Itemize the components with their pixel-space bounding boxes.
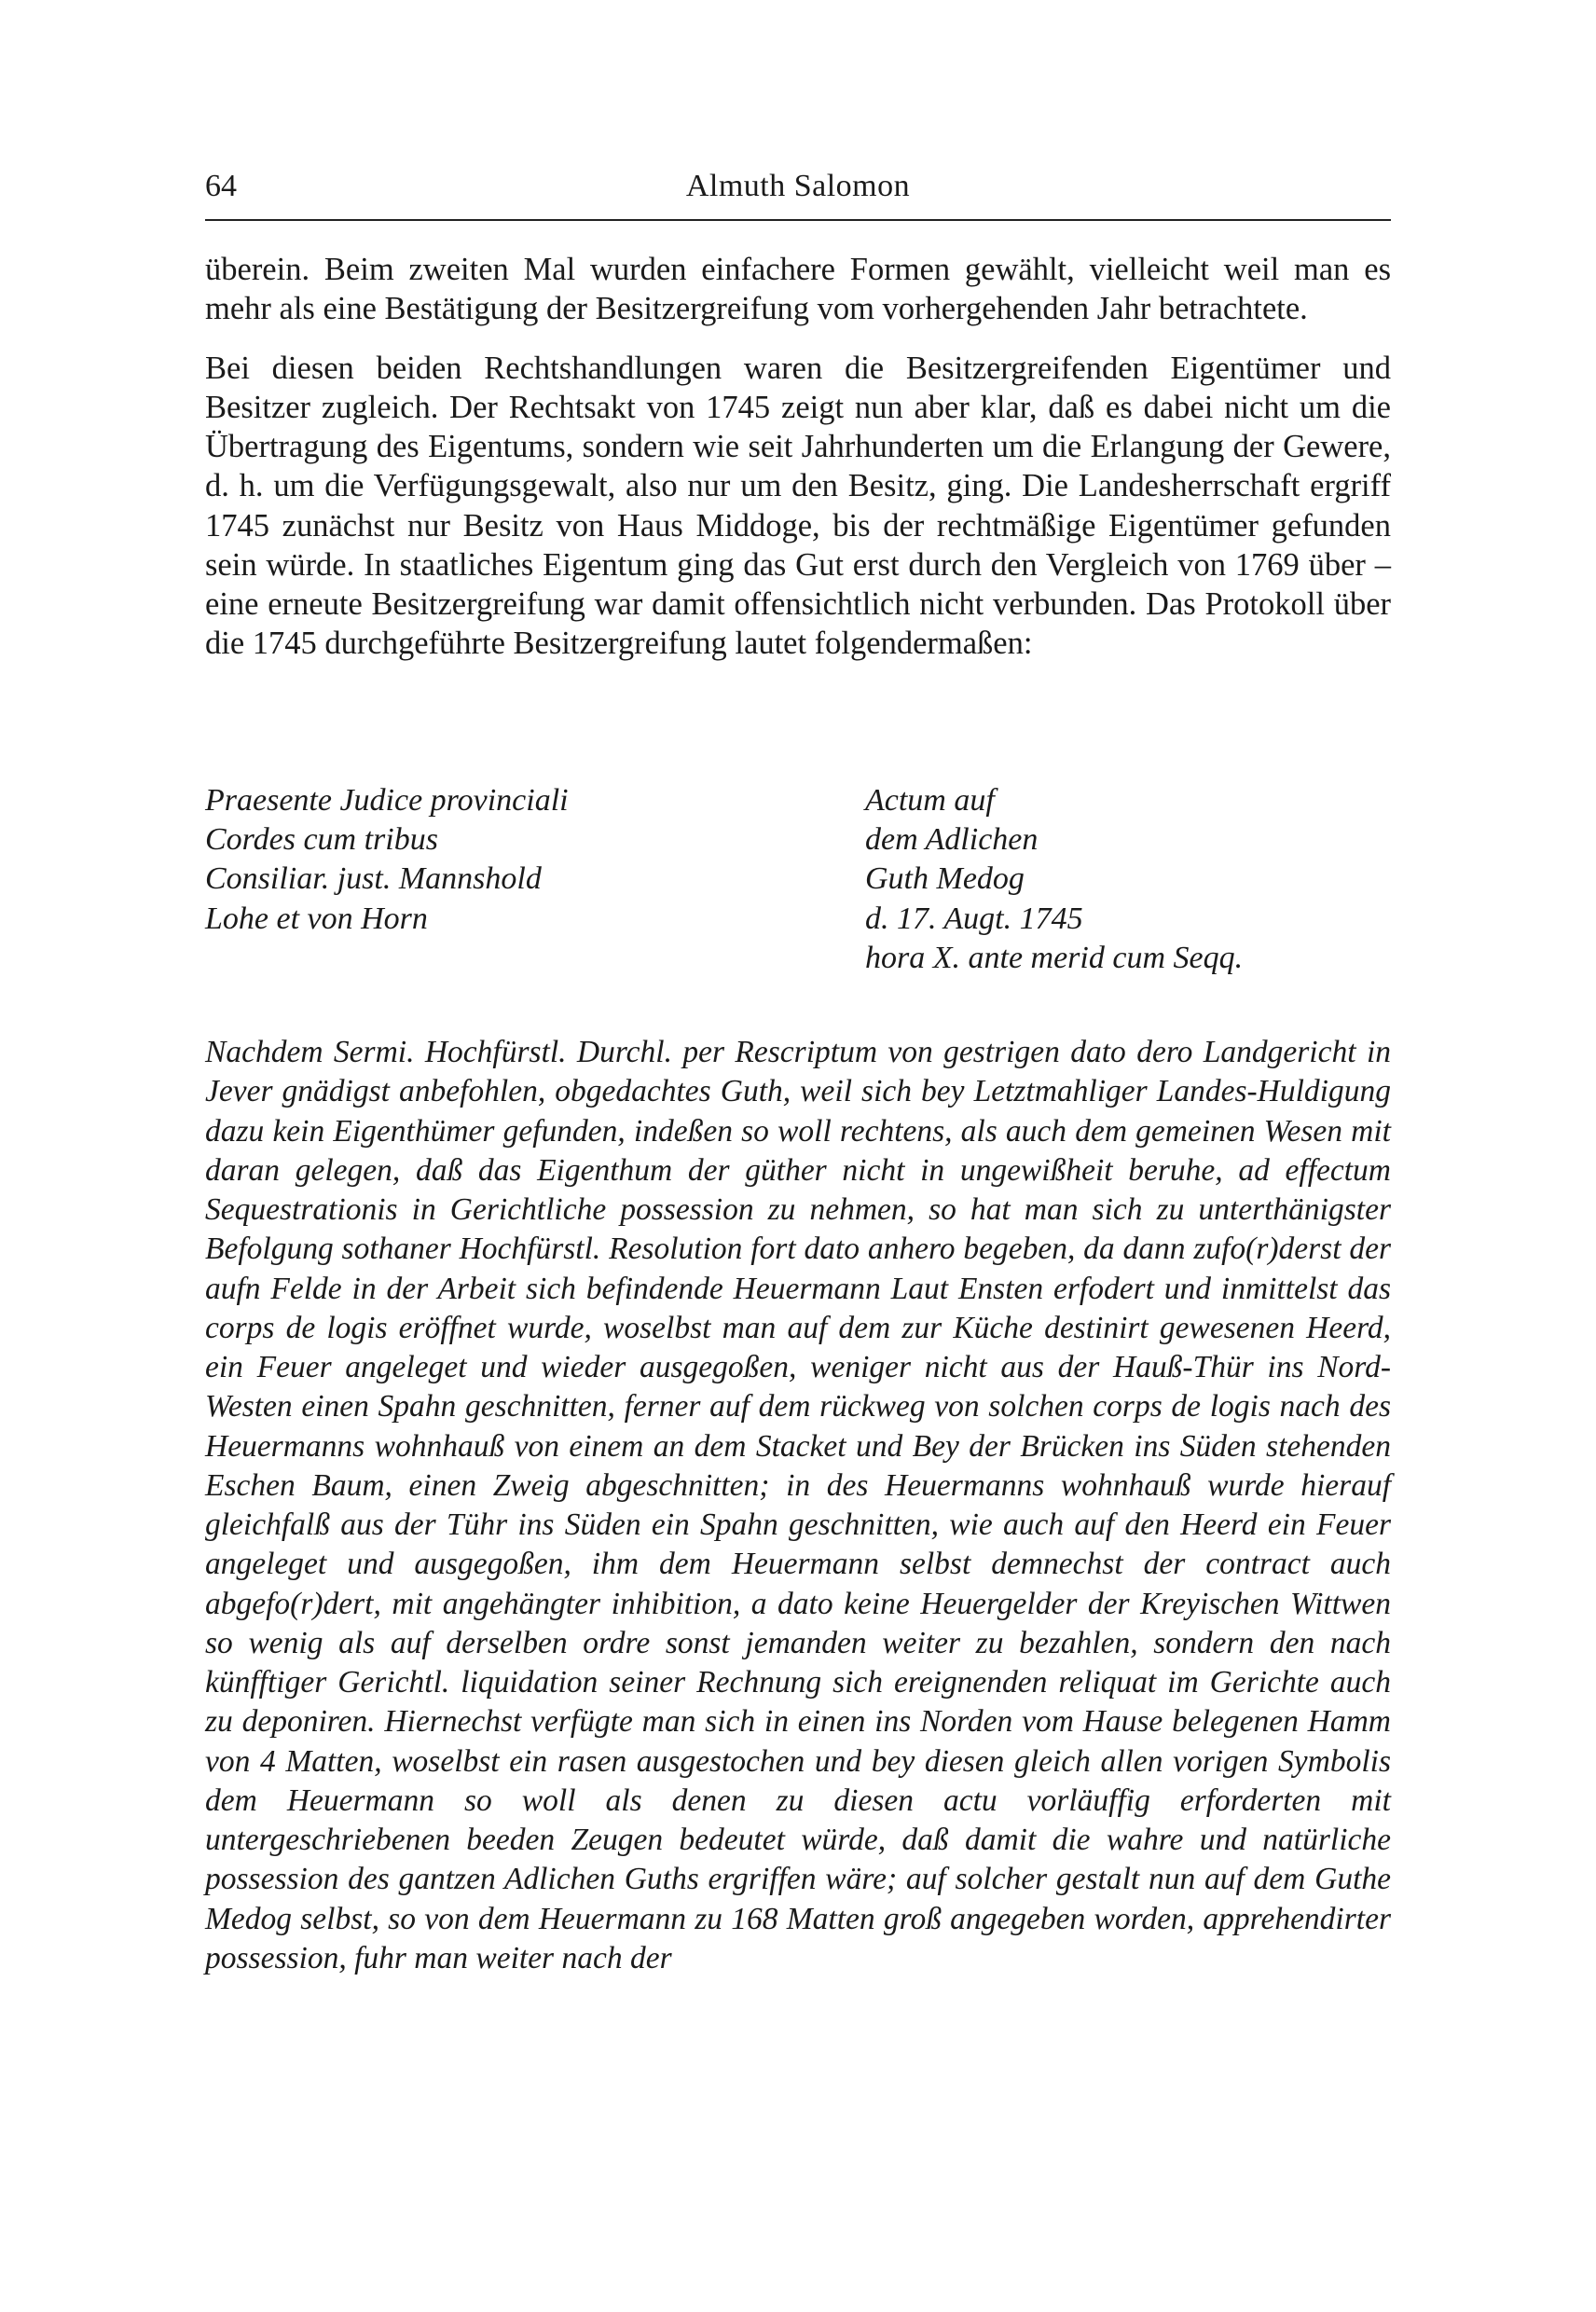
protocol-left-line: Cordes cum tribus [205,822,438,858]
protocol-header-right [865,781,1387,978]
paragraph-1: überein. Beim zweiten Mal wurden einfachere Formen gewählt, vielleicht weil man es mehr als eine Bestätigung der Besitzergreifung vom vorhergehenden Jahr betrachtete. [205,252,1391,327]
protocol-left-line: Lohe et von Horn [205,901,428,936]
protocol-right-line: Actum auf [865,783,995,818]
protocol-left-line: Praesente Judice provinciali [205,783,569,818]
page-number: 64 [205,169,237,203]
header-rule [205,219,1391,221]
protocol-right-line: dem Adlichen [865,822,1039,858]
body-text [205,250,1391,663]
protocol-text: Nachdem Sermi. Hochfürstl. Durchl. per Rescriptum von gestrigen dato dero Landgericht in Jever gnädigst anbefohlen, obgedachtes Guth, weil sich bey Letztmahliger Landes-Huldigung dazu kein Eigenthümer gefunden, indeßen so woll rechtens, als auch dem gemeinen Wesen mit daran gelegen, daß das Eigenthum der güther nicht in ungewißheit beruhe, ad effectum Sequestrationis in Gerichtliche possession zu nehmen, so hat man sich zu unterthänigster Befolgung sothaner Hochfürstl. Resolution fort dato anhero begeben, da dann zufo(r)derst der aufn Felde in der Arbeit sich befindende Heuermann Laut Ensten erfodert und inmittelst das corps de logis eröffnet wurde, woselbst man auf dem zur Küche destinirt gewesenen Heerd, ein Feuer angeleget und wieder ausgegoßen, weniger nicht aus der Hauß-Thür ins Nord-Westen einen Spahn geschnitten, ferner auf dem rückweg von solchen corps de logis nach des Heuermanns wohnhauß von einem an dem Stacket und Bey der Brücken ins Süden stehenden Eschen Baum, einen Zweig abgeschnitten; in des Heuermanns wohnhauß wurde hierauf gleichfalß aus der Tühr ins Süden ein Spahn geschnitten, wie auch auf den Heerd ein Feuer angeleget und ausgegoßen, ihm dem Heuermann selbst demnechst der contract auch abgefo(r)dert, mit angehängter inhibition, a dato keine Heuergelder der Kreyischen Wittwen so wenig als auf derselben ordre sonst jemanden weiter zu bezahlen, sondern den nach künfftiger Gerichtl. liquidation seiner Rechnung sich ereignenden reliquat im Gerichte auch zu deponiren. Hiernechst verfügte man sich in einen ins Norden vom Hause belegenen Hamm von 4 Matten, woselbst ein rasen ausgestochen und bey diesen gleich allen vorigen Symbolis dem Heuermann so woll als denen zu diesen actu vorläuffig erforderten mit untergeschriebenen beeden Zeugen bedeutet würde, daß damit die wahre und natürliche possession des gantzen Adlichen Guths ergriffen wäre; auf solcher gestalt nun auf dem Guthe Medog selbst, so von dem Heuermann zu 168 Matten groß angegeben worden, apprehendirter possession, fuhr man weiter nach der [205,1035,1391,1975]
running-head [205,166,1391,207]
paragraph-2: Bei diesen beiden Rechtshandlungen waren die Besitzergreifenden Eigentümer und Besitzer zugleich. Der Rechtsakt von 1745 zeigt nun aber klar, daß es dabei nicht um die Übertragung des Eigentums, sondern wie seit Jahrhunderten um die Erlangung der Gewere, d. h. um die Verfügungsgewalt, also nur um den Besitz, ging. Die Landesherrschaft ergriff 1745 zunächst nur Besitz von Haus Middoge, bis der rechtmäßige Eigentümer gefunden sein würde. In staatliches Eigentum ging das Gut erst durch den Vergleich von 1769 über – eine erneute Besitzergreifung war damit offensichtlich nicht verbunden. Das Protokoll über die 1745 durchgeführte Besitzergreifung lautet folgendermaßen: [205,351,1391,661]
protocol-right-line: hora X. ante merid cum Seqq. [865,940,1244,975]
protocol-header-left [205,781,820,939]
protocol-right-line: Guth Medog [865,861,1025,897]
protocol-left-line: Consiliar. just. Mannshold [205,861,542,897]
running-title: Almuth Salomon [685,169,911,203]
protocol-right-line: d. 17. Augt. 1745 [865,901,1083,936]
